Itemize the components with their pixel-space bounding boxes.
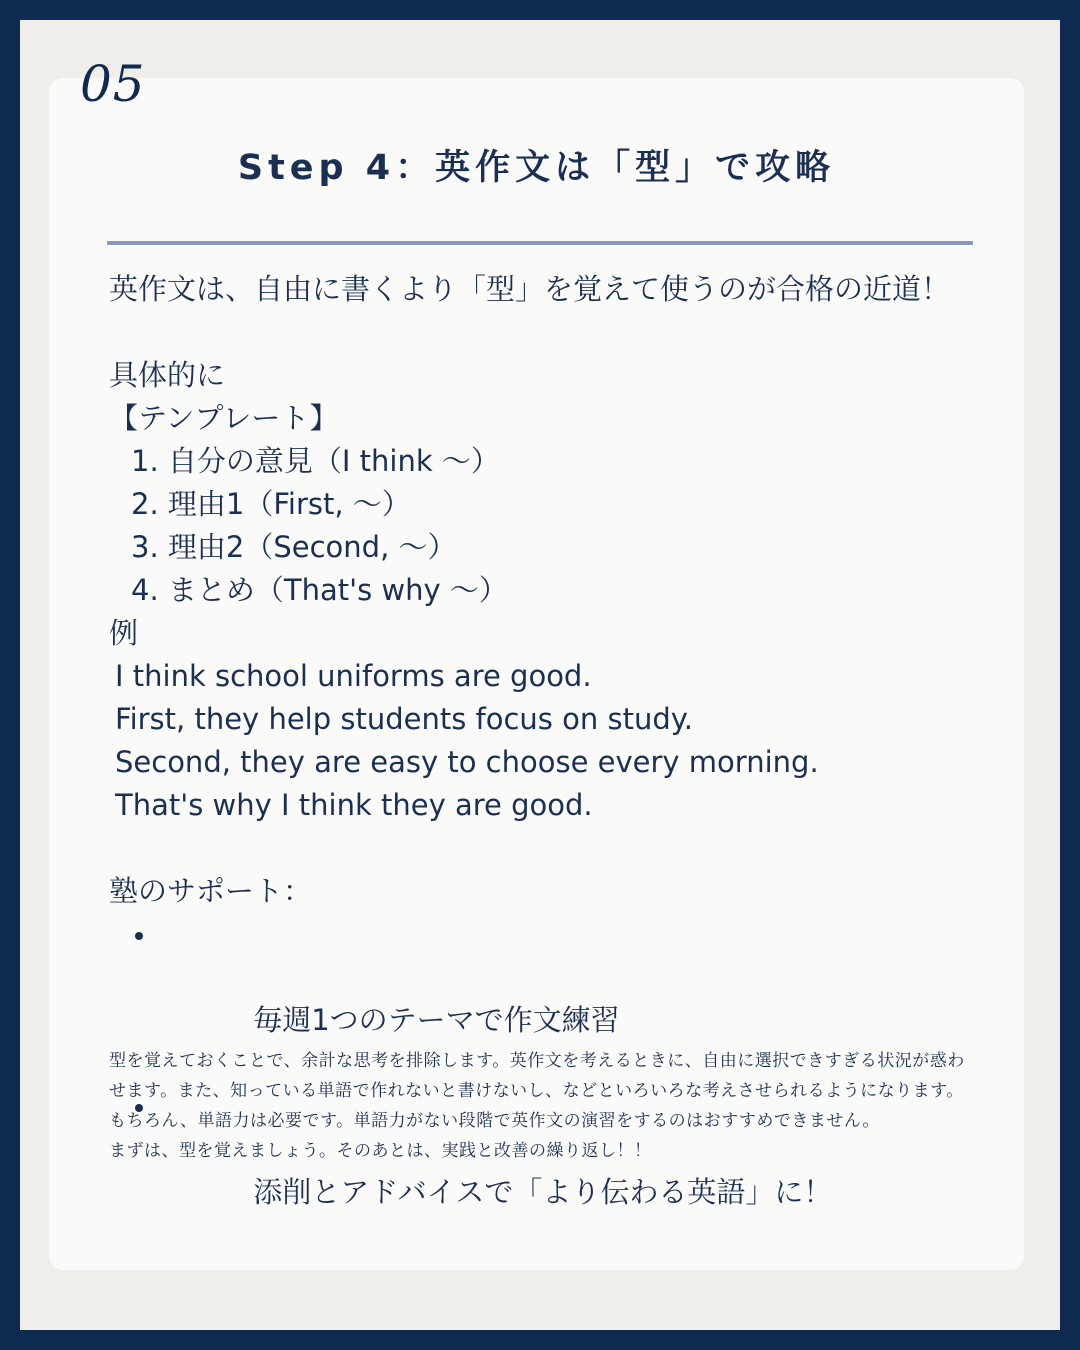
- example-line-1: I think school uniforms are good.: [115, 659, 592, 693]
- template-heading: 【テンプレート】: [109, 401, 339, 435]
- intro-text: 英作文は、自由に書くより「型」を覚えて使うのが合格の近道！: [109, 272, 951, 306]
- page-background: [20, 20, 1060, 1330]
- blank-line: [109, 311, 989, 354]
- template-step-4: 4. まとめ（That's why 〜）: [131, 573, 508, 607]
- template-step-1: 1. 自分の意見（I think 〜）: [131, 444, 500, 478]
- note-text: [109, 1046, 979, 1166]
- content-card: [49, 78, 1024, 1270]
- page-number: 05: [80, 55, 146, 113]
- template-step-3: 3. 理由2（Second, 〜）: [131, 530, 457, 564]
- example-label: 例: [109, 616, 139, 650]
- support-heading: 塾のサポート：: [109, 874, 313, 908]
- template-step-2: 2. 理由1（First, 〜）: [131, 487, 411, 521]
- example-line-4: That's why I think they are good.: [115, 788, 593, 822]
- page-title: Step 4：英作文は「型」で攻略: [237, 148, 836, 188]
- blank-line: [109, 827, 989, 870]
- specific-label: 具体的に: [109, 358, 226, 392]
- support-item-text: 添削とアドバイスで「より伝わる英語」に！: [253, 1175, 833, 1209]
- example-line-3: Second, they are easy to choose every morning.: [115, 745, 819, 779]
- note-closing: まずは、型を覚えましょう。そのあとは、実践と改善の繰り返し！！: [109, 1141, 652, 1161]
- bullet-icon: [135, 932, 143, 940]
- note-paragraph: 型を覚えておくことで、余計な思考を排除します。英作文を考えるときに、自由に選択できすぎる状況が惑わせます。また、知っている単語で作れないと書けないし、などといろいろな考えさせられるようになります。もちろん、単語力は必要です。単語力がない段階で英作文の演習をするのはおすすめできません。: [109, 1051, 965, 1131]
- title-divider: [107, 241, 973, 245]
- support-item-text: 毎週1つのテーマで作文練習: [253, 1003, 620, 1037]
- example-line-2: First, they help students focus on study.: [115, 702, 693, 736]
